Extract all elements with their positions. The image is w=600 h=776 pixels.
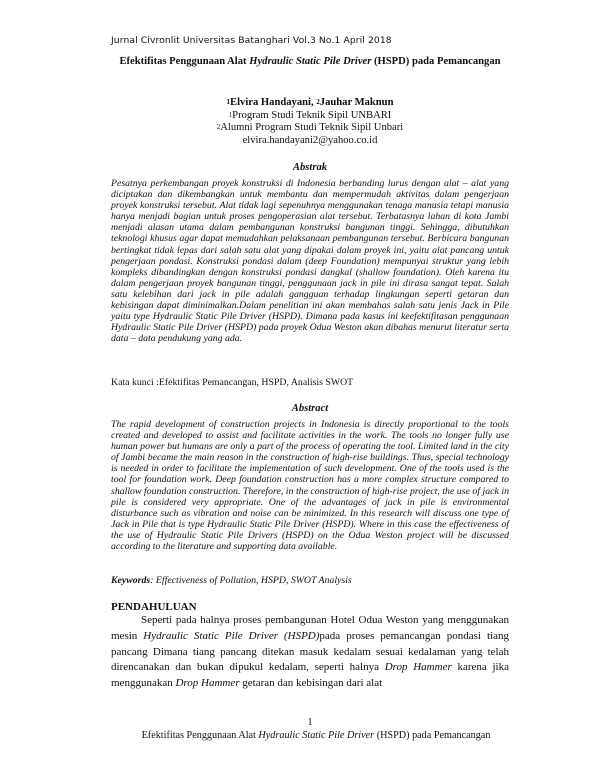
abstrak-heading: Abstrak xyxy=(292,162,328,173)
affiliation-2 xyxy=(111,122,509,135)
footer-prefix: Efektifitas Penggunaan Alat xyxy=(141,730,259,741)
author1-name: Elvira Handayani, xyxy=(230,97,317,108)
paragraph-text-2: pada proses pemancangan pondasi tiang pancang Dimana tiang pancang ditekan masuk kedalam sesuai kedalaman yang telah direncanakan dan bukan dipukul kedalam, seperti halnya xyxy=(111,629,509,674)
abstract-keywords-text: : Effectiveness of Pollution, HSPD, SWOT Analysis xyxy=(150,575,352,586)
page-footer xyxy=(111,730,521,741)
affiliation-1-superscript: 1 xyxy=(228,110,233,119)
abstract-body: The rapid development of construction projects in Indonesia is directly proportional to the tools created and developed to assist and facilitate activities in the work. The tools no longer fully use human power but humans are only a part of the process of operating the tool. Limited land in the city of Jambi became the main reason in the construction of high-rise buildings. Thus, special technology is needed in order to facilitate the implementation of such development. One of the tools used is the tool for foundation work. Deep foundation construction has a more complex structure compared to shallow foundation construction. Therefore, in the construction of high-rise project, the use of jack in pile is considered very appropriate. One of the advantages of jack in pile is environmental disturbance such as vibration and noise can be minimized. In this research will discuss one type of Jack in Pile that is type Hydraulic Static Pile Driver (HSPD). Where in this case the effectiveness of the use of Hydraulic Static Pile Drivers (HSPD) on the Odua Weston project will be discussed according to the literature and supporting data available. xyxy=(111,419,509,553)
author2-superscript: 2 xyxy=(316,98,320,106)
author2-name: Jauhar Maknun xyxy=(319,97,394,108)
footer-italic: Hydraulic Static Pile Driver xyxy=(258,730,375,741)
affiliation-1-text: Program Studi Teknik Sipil UNBARI xyxy=(232,109,392,121)
page-number: 1 xyxy=(307,717,313,728)
journal-header: Jurnal Civronlit Universitas Batanghari Vol.3 No.1 April 2018 xyxy=(111,35,392,46)
paragraph-text-1: Seperti pada halnya proses pembangunan Hotel Odua Weston yang menggunakan mesin xyxy=(111,614,509,642)
abstrak-body: Pesatnya perkembangan proyek konstruksi di Indonesia berbanding lurus dengan alat – alat yang diciptakan dan dikembangkan untuk membantu dan mempermudah aktivitas dalam pengerjaan proyek konstruksi tersebut. Alat tidak lagi sepenuhnya menggunakan tenaga manusia tetapi manusia hanya menjadi bagian untuk proses pengoperasian alat tersebut. Terbatasnya lahan di kota Jambi menjadi alasan utama dalam pembangunan konstruksi bangunan tinggi. Sehingga, dibutuhkan teknologi khusus agar dapat memudahkan pelaksanaan pembangunan tersebut. Berbicara bangunan bertingkat tidak lepas dari salah satu alat yang dipakai dalam proyek ini, yaitu alat pancang untuk pengerjaan pondasi. Konstruksi pondasi dalam (deep Foundation) mempunyai struktur yang lebih kompleks dibandingkan dengan konstruksi pondasi dangkal (shallow foundation). Oleh karena itu dalam pengerjaan proyek bangunan tinggi, penggunaan jack in pile ini dirasa sangat tepat. Salah satu kelebihan dari jack in pile adalah gangguan terhadap lingkungan seperti getaran dan kebisingan dapat diminimalkan.Dalam penelitian ini akan membahas salah satu jenis Jack in Pile yaitu type Hydraulic Static Pile Driver (HSPD). Dimana pada kasus ini keefektifitasan penggunaan Hydraulic Static Pile Driver (HSPD) pada proyek Odua Weston akan dibahas menurut literatur serta data – data pendukung yang ada. xyxy=(111,178,509,345)
footer-suffix: (HSPD) pada Pemancangan xyxy=(374,730,491,741)
paragraph-text-3: karena jika menggunakan xyxy=(111,661,509,690)
paragraph-text-4: getaran dan kebisingan dari alat xyxy=(239,677,383,690)
paper-title xyxy=(111,55,509,68)
author-email: elvira.handayani2@yahoo.co.id xyxy=(242,134,378,146)
author-names xyxy=(111,97,509,110)
paragraph-italic-3: Drop Hammer xyxy=(175,677,240,690)
title-italic: Hydraulic Static Pile Driver xyxy=(249,56,372,67)
authors-block xyxy=(111,97,509,147)
pendahuluan-paragraph xyxy=(111,613,509,692)
pendahuluan-heading: PENDAHULUAN xyxy=(111,601,197,613)
paragraph-italic-1: Hydraulic Static Pile Driver (HSPD) xyxy=(143,629,320,642)
abstrak-keywords: Kata kunci :Efektifitas Pemancangan, HSPD, Analisis SWOT xyxy=(111,377,354,388)
title-prefix: Efektifitas Penggunaan Alat xyxy=(119,56,250,67)
abstract-keywords-label: Keywords xyxy=(111,575,151,586)
affiliation-2-superscript: 2 xyxy=(216,123,221,131)
affiliation-1 xyxy=(111,110,509,123)
affiliation-2-text: Alumni Program Studi Teknik Sipil Unbari xyxy=(220,122,404,133)
author1-superscript: 1 xyxy=(226,98,231,106)
abstract-heading: Abstract xyxy=(291,403,329,414)
title-suffix: (HSPD) pada Pemancangan xyxy=(371,56,501,67)
abstract-keywords xyxy=(111,575,509,586)
paragraph-italic-2: Drop Hammer xyxy=(384,661,452,674)
